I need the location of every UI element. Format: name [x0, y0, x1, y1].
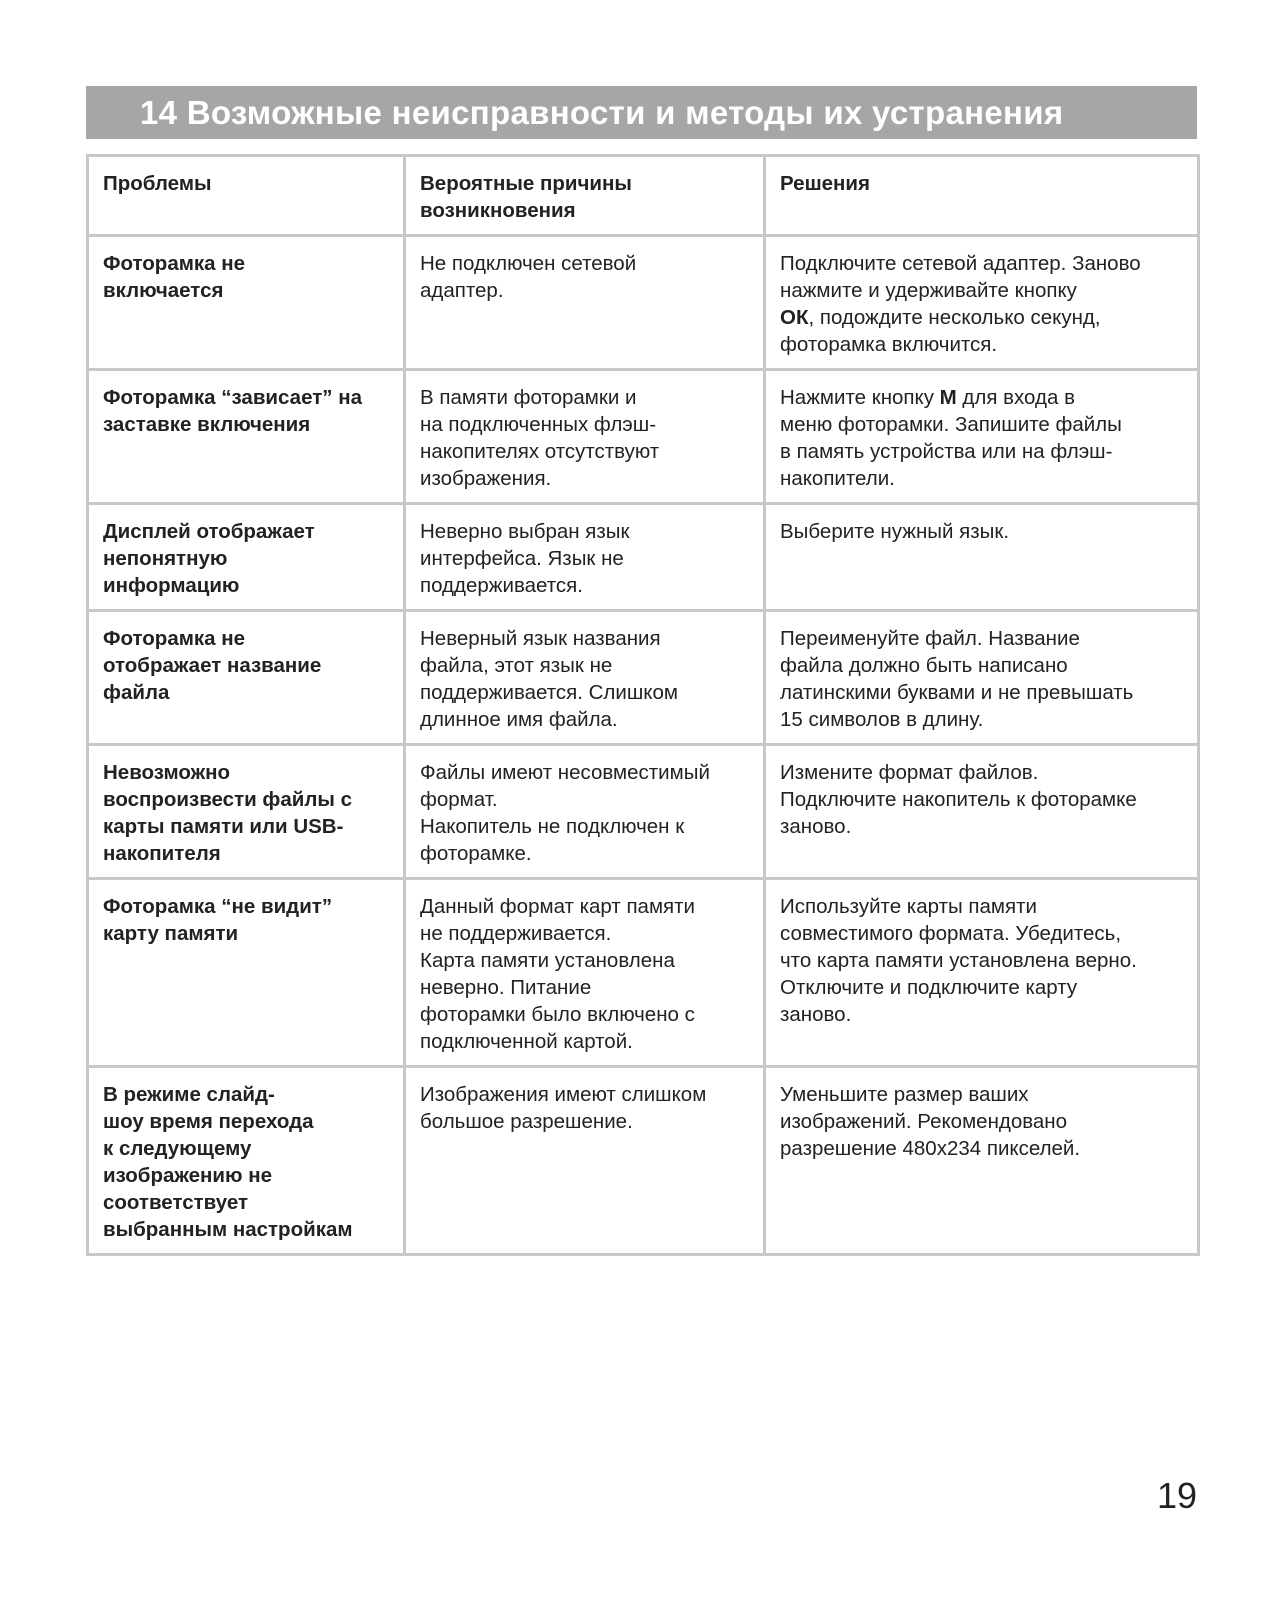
solution-text: Нажмите кнопку	[780, 386, 940, 409]
problem-line: заставке включения	[103, 413, 311, 436]
table-row	[88, 370, 1199, 504]
solution-text: разрешение 480х234 пикселей.	[780, 1137, 1081, 1160]
problem-line: шоу время перехода	[103, 1110, 314, 1133]
solution-cell	[765, 879, 1199, 1067]
cause-cell	[405, 370, 765, 504]
problem-cell	[88, 236, 405, 370]
problem-line: Фоторамка не	[103, 252, 246, 275]
table-row	[88, 879, 1199, 1067]
cause-line: Карта памяти установлена	[420, 949, 675, 972]
cause-line: изображения.	[420, 467, 552, 490]
header-solutions	[765, 156, 1199, 236]
cause-line: Накопитель не подключен к	[420, 815, 685, 838]
solution-line	[780, 813, 1183, 840]
solution-text: заново.	[780, 815, 852, 838]
problem-line: Невозможно	[103, 761, 231, 784]
page-number: 19	[1156, 1475, 1197, 1516]
solution-text: Выберите нужный язык.	[780, 520, 1010, 543]
solution-line	[780, 1135, 1183, 1162]
solution-text: нажмите и удерживайте кнопку	[780, 279, 1077, 302]
cause-line: на подключенных флэш-	[420, 413, 657, 436]
solution-line	[780, 625, 1183, 652]
solution-line	[780, 438, 1183, 465]
cause-line: подключенной картой.	[420, 1030, 633, 1053]
solution-text: совместимого формата. Убедитесь,	[780, 922, 1122, 945]
solution-line	[780, 411, 1183, 438]
cause-line: Изображения имеют слишком	[420, 1083, 707, 1106]
problem-line: информацию	[103, 574, 240, 597]
cause-line: Не подключен сетевой	[420, 252, 637, 275]
section-title-bar	[86, 86, 1197, 139]
cause-line: формат.	[420, 788, 498, 811]
problem-line: карту памяти	[103, 922, 239, 945]
cause-cell	[405, 504, 765, 611]
problem-line: включается	[103, 279, 224, 302]
cause-cell	[405, 236, 765, 370]
solution-text: что карта памяти установлена верно.	[780, 949, 1137, 972]
cause-line: поддерживается. Слишком	[420, 681, 678, 704]
solution-line	[780, 250, 1183, 277]
problem-cell	[88, 745, 405, 879]
solution-text: , подождите несколько секунд,	[808, 306, 1101, 329]
cause-line: интерфейса. Язык не	[420, 547, 624, 570]
problem-line: изображению не	[103, 1164, 273, 1187]
solution-line	[780, 277, 1183, 304]
problem-line: выбранным настройкам	[103, 1218, 353, 1241]
table-row	[88, 504, 1199, 611]
troubleshooting-table	[86, 154, 1200, 1256]
solution-line	[780, 652, 1183, 679]
solution-line	[780, 679, 1183, 706]
solution-line	[780, 759, 1183, 786]
solution-text: 15 символов в длину.	[780, 708, 984, 731]
table-row	[88, 611, 1199, 745]
solution-text: Переименуйте файл. Название	[780, 627, 1080, 650]
problem-cell	[88, 879, 405, 1067]
solution-line	[780, 465, 1183, 492]
cause-cell	[405, 879, 765, 1067]
solution-line	[780, 893, 1183, 920]
header-problems	[88, 156, 405, 236]
solution-line	[780, 974, 1183, 1001]
problem-line: Фоторамка “не видит”	[103, 895, 333, 918]
solution-line	[780, 518, 1183, 545]
solution-cell	[765, 236, 1199, 370]
solution-text: Уменьшите размер ваших	[780, 1083, 1029, 1106]
solution-cell	[765, 611, 1199, 745]
table-row	[88, 236, 1199, 370]
solution-line	[780, 1001, 1183, 1028]
solution-line	[780, 1108, 1183, 1135]
solution-line	[780, 331, 1183, 358]
solution-line	[780, 706, 1183, 733]
solution-line	[780, 304, 1183, 331]
cause-cell	[405, 745, 765, 879]
cause-line: длинное имя файла.	[420, 708, 618, 731]
solution-text: накопители.	[780, 467, 895, 490]
table-row	[88, 745, 1199, 879]
header-line: Вероятные причины	[420, 172, 632, 195]
solution-text: меню фоторамки. Запишите файлы	[780, 413, 1122, 436]
problem-line: к следующему	[103, 1137, 252, 1160]
header-line: возникновения	[420, 199, 576, 222]
problem-line: Фоторамка не	[103, 627, 246, 650]
cause-line: не поддерживается.	[420, 922, 612, 945]
header-line: Решения	[780, 172, 870, 195]
problem-cell	[88, 1067, 405, 1255]
section-title: 14 Возможные неисправности и методы их устранения	[140, 93, 1064, 131]
solution-text: фоторамка включится.	[780, 333, 998, 356]
problem-line: накопителя	[103, 842, 221, 865]
solution-text: в память устройства или на флэш-	[780, 440, 1113, 463]
solution-text: заново.	[780, 1003, 852, 1026]
header-causes	[405, 156, 765, 236]
cause-line: неверно. Питание	[420, 976, 592, 999]
solution-text: изображений. Рекомендовано	[780, 1110, 1068, 1133]
cause-line: В памяти фоторамки и	[420, 386, 637, 409]
cause-line: большое разрешение.	[420, 1110, 633, 1133]
button-name-text: М	[939, 386, 957, 409]
problem-line: непонятную	[103, 547, 228, 570]
problem-line: карты памяти или USB-	[103, 815, 344, 838]
cause-line: Файлы имеют несовместимый	[420, 761, 710, 784]
cause-line: фоторамки было включено с	[420, 1003, 695, 1026]
solution-cell	[765, 745, 1199, 879]
solution-line	[780, 920, 1183, 947]
header-line: Проблемы	[103, 172, 212, 195]
cause-line: фоторамке.	[420, 842, 532, 865]
solution-text: латинскими буквами и не превышать	[780, 681, 1134, 704]
button-name-text: ОК	[780, 306, 809, 329]
problem-line: Фоторамка “зависает” на	[103, 386, 362, 409]
solution-cell	[765, 370, 1199, 504]
cause-line: Неверно выбран язык	[420, 520, 630, 543]
solution-text: для входа в	[956, 386, 1075, 409]
cause-line: накопителях отсутствуют	[420, 440, 660, 463]
solution-text: Подключите накопитель к фоторамке	[780, 788, 1137, 811]
cause-cell	[405, 611, 765, 745]
table-header-row	[88, 156, 1199, 236]
problem-cell	[88, 611, 405, 745]
solution-cell	[765, 504, 1199, 611]
cause-line: Неверный язык названия	[420, 627, 661, 650]
problem-line: воспроизвести файлы с	[103, 788, 352, 811]
cause-line: поддерживается.	[420, 574, 583, 597]
solution-text: Используйте карты памяти	[780, 895, 1037, 918]
problem-line: файла	[103, 681, 170, 704]
cause-line: файла, этот язык не	[420, 654, 613, 677]
problem-line: Дисплей отображает	[103, 520, 315, 543]
cause-cell	[405, 1067, 765, 1255]
problem-line: отображает название	[103, 654, 322, 677]
solution-line	[780, 1081, 1183, 1108]
problem-line: соответствует	[103, 1191, 249, 1214]
solution-line	[780, 384, 1183, 411]
solution-text: Отключите и подключите карту	[780, 976, 1078, 999]
cause-line: Данный формат карт памяти	[420, 895, 695, 918]
table-row	[88, 1067, 1199, 1255]
solution-text: Подключите сетевой адаптер. Заново	[780, 252, 1141, 275]
problem-cell	[88, 504, 405, 611]
solution-text: файла должно быть написано	[780, 654, 1068, 677]
solution-cell	[765, 1067, 1199, 1255]
problem-cell	[88, 370, 405, 504]
solution-line	[780, 786, 1183, 813]
problem-line: В режиме слайд-	[103, 1083, 275, 1106]
cause-line: адаптер.	[420, 279, 504, 302]
solution-line	[780, 947, 1183, 974]
solution-text: Измените формат файлов.	[780, 761, 1039, 784]
